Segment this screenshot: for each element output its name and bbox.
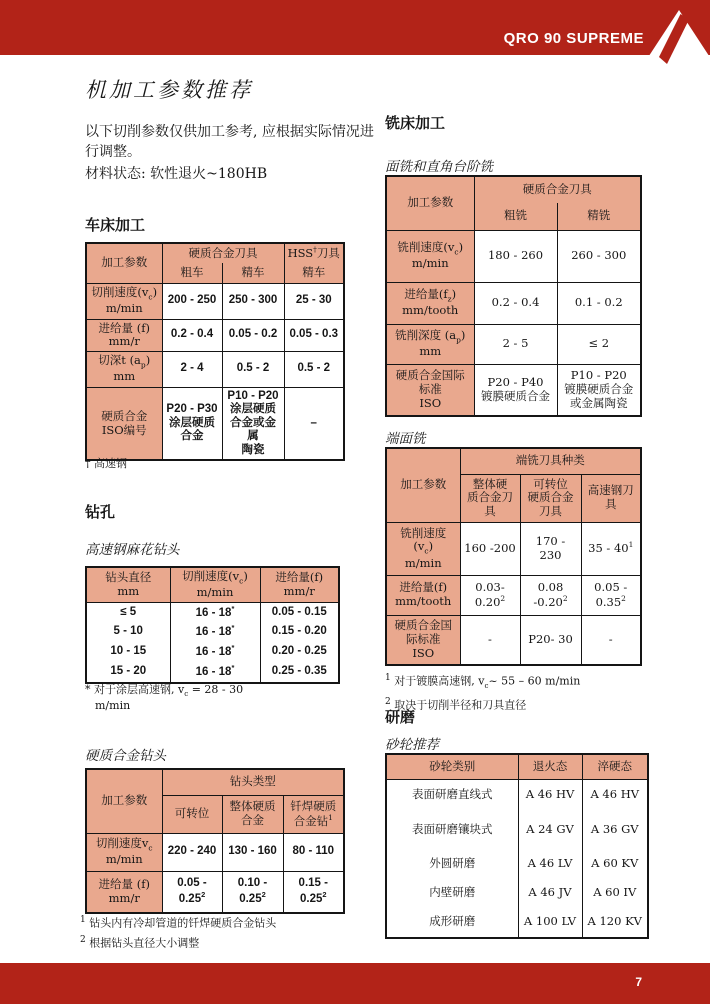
grinding-cell: A 100 LV xyxy=(518,907,582,938)
end-milling-footnote: $^2$ 取决于切削半径和刀具直径 xyxy=(385,696,527,712)
face-milling-param-label: 铣削深度 $(a_p)$ mm xyxy=(386,324,474,364)
bottom-footer-bar xyxy=(0,963,710,1004)
lathe-param-label: 硬质合金 ISO编号 xyxy=(86,387,162,460)
subheading-hss-drill: 高速钢麻花钻头 xyxy=(85,542,180,558)
end-milling-value: 0.05 - 0.35$^2$ xyxy=(581,575,641,615)
carbide-drill-param-label: 进给量 (f) mm/r xyxy=(86,871,162,913)
carbide-drill-footnote: $^2$ 根据钻头直径大小调整 xyxy=(80,934,200,950)
lathe-value: P20 - P30 涂层硬质 合金 xyxy=(162,387,222,460)
lathe-value: 0.5 - 2 xyxy=(222,351,284,387)
end-milling-param-label: 进给量(f) mm/tooth xyxy=(386,575,460,615)
face-milling-value: P20 - P40 镀膜硬质合金 xyxy=(474,364,557,416)
carbide-drill-param-label: 切削速度$v_c$ m/min xyxy=(86,833,162,871)
lathe-subheader: 精车 xyxy=(284,263,344,283)
carbide-drill-subheader: 钎焊硬质 合金钻$^1$ xyxy=(283,795,344,833)
carbide-drill-footnote: $^1$ 钻头内有冷却管道的钎焊硬质合金钻头 xyxy=(80,915,277,930)
subheading-carbide-drill: 硬质合金钻头 xyxy=(85,748,166,764)
hss-drill-footnote-line2: m/min xyxy=(95,699,131,713)
grinding-cell: A 24 GV xyxy=(518,811,582,849)
hss-drill-header: 钻头直径 mm xyxy=(86,567,170,602)
hss-drill-cell: 15 - 20 xyxy=(86,662,170,682)
hss-drill-cell: 0.05 - 0.15 xyxy=(260,602,339,622)
face-milling-value: 0.1 - 0.2 xyxy=(557,282,641,324)
grinding-cell: 表面研磨直线式 xyxy=(386,779,518,811)
grinding-cell: A 46 HV xyxy=(518,779,582,811)
end-milling-value: P20- 30 xyxy=(520,615,581,665)
hss-drill-cell: 16 - 18* xyxy=(170,602,260,622)
hss-drill-header: 进给量(f) mm/r xyxy=(260,567,339,602)
hss-drill-cell: 10 - 15 xyxy=(86,642,170,662)
mountain-logo-icon xyxy=(636,0,710,76)
page-number: 7 xyxy=(635,975,642,989)
hss-drill-cell: 16 - 18* xyxy=(170,642,260,662)
carbide-drill-value: 0.05 - 0.25$^2$ xyxy=(162,871,222,913)
face-milling-value: 260 - 300 xyxy=(557,230,641,282)
grinding-cell: A 36 GV xyxy=(582,811,648,849)
end-milling-subheader: 高速钢刀 具 xyxy=(581,474,641,522)
lathe-value: 0.05 - 0.2 xyxy=(222,319,284,351)
lathe-footnote: † 高速钢 xyxy=(85,457,127,470)
grinding-cell: A 46 JV xyxy=(518,879,582,907)
lathe-value: 250 - 300 xyxy=(222,283,284,319)
page-title: 机加工参数推荐 xyxy=(85,78,253,102)
hss-drill-cell: 0.25 - 0.35 xyxy=(260,662,339,682)
hss-drill-cell: 0.20 - 0.25 xyxy=(260,642,339,662)
lathe-param-label: 进给量 (f) mm/r xyxy=(86,319,162,351)
grinding-cell: A 46 LV xyxy=(518,849,582,879)
grinding-table xyxy=(385,753,649,939)
hss-drill-cell: 0.15 - 0.20 xyxy=(260,622,339,642)
hss-drill-cell: 16 - 18* xyxy=(170,662,260,682)
carbide-drill-value: 0.10 - 0.25$^2$ xyxy=(222,871,283,913)
end-milling-value: - xyxy=(460,615,520,665)
end-milling-value: 0.03-0.20$^2$ xyxy=(460,575,520,615)
lathe-value: – xyxy=(284,387,344,460)
face-milling-subheader: 粗铣 xyxy=(474,203,557,230)
end-milling-value: $35 - 40^1$ xyxy=(581,522,641,575)
face-milling-param-label: 硬质合金国际 标准 ISO xyxy=(386,364,474,416)
top-header-bar xyxy=(0,0,710,55)
end-milling-subheader: 整体硬 质合金刀 具 xyxy=(460,474,520,522)
carbide-drill-value: 0.15 - 0.25$^2$ xyxy=(283,871,344,913)
end-milling-table xyxy=(385,447,642,666)
hss-drill-footnote-line1: * 对于涂层高速钢, $v_c = 28 - 30$ xyxy=(85,683,244,699)
grinding-header: 淬硬态 xyxy=(582,754,648,779)
lathe-value: 25 - 30 xyxy=(284,283,344,319)
lathe-group-hss: HSS†刀具 xyxy=(284,243,344,263)
lathe-param-label: 切深t $(a_p)$ mm xyxy=(86,351,162,387)
grinding-header: 退火态 xyxy=(518,754,582,779)
carbide-drill-footnotes xyxy=(80,912,276,951)
subheading-end-milling: 端面铣 xyxy=(385,431,426,447)
carbide-drill-value: 80 - 110 xyxy=(283,833,344,871)
carbide-drill-corner: 加工参数 xyxy=(86,769,162,833)
lathe-value: 200 - 250 xyxy=(162,283,222,319)
lathe-subheader: 精车 xyxy=(222,263,284,283)
grinding-cell: 外圆研磨 xyxy=(386,849,518,879)
end-milling-value: 160 -200 xyxy=(460,522,520,575)
face-milling-table xyxy=(385,175,642,417)
grinding-cell: A 60 IV xyxy=(582,879,648,907)
hss-drill-cell: 16 - 18* xyxy=(170,622,260,642)
face-milling-value: 2 - 5 xyxy=(474,324,557,364)
end-milling-corner: 加工参数 xyxy=(386,448,460,522)
lathe-param-label: 切削速度$(v_c)$ m/min xyxy=(86,283,162,319)
hss-drill-header: 切削速度$(v_c)$ m/min xyxy=(170,567,260,602)
end-milling-group: 端铣刀具种类 xyxy=(460,448,641,474)
face-milling-param-label: 进给量$(f_z)$ mm/tooth xyxy=(386,282,474,324)
carbide-drill-subheader: 整体硬质 合金 xyxy=(222,795,283,833)
face-milling-value: P10 - P20 镀膜硬质合金 或金属陶瓷 xyxy=(557,364,641,416)
end-milling-value: 170 - 230 xyxy=(520,522,581,575)
end-milling-footnote: $^1$ 对于镀膜高速钢, $v_c\sim$ 55 – 60 m/min xyxy=(385,673,581,690)
intro-text: 以下切削参数仅供加工参考, 应根据实际情况进行调整。 xyxy=(85,124,374,161)
carbide-drill-value: 220 - 240 xyxy=(162,833,222,871)
face-milling-value: ≤ 2 xyxy=(557,324,641,364)
end-milling-subheader: 可转位 硬质合金 刀具 xyxy=(520,474,581,522)
lathe-table xyxy=(85,242,345,461)
end-milling-value: 0.08 -0.20$^2$ xyxy=(520,575,581,615)
lathe-group-carbide: 硬质合金刀具 xyxy=(162,243,284,263)
subheading-face-milling: 面铣和直角台阶铣 xyxy=(385,159,493,175)
end-milling-param-label: 铣削速度 $(v_c)$ m/min xyxy=(386,522,460,575)
grinding-cell: A 120 KV xyxy=(582,907,648,938)
grinding-cell: 成形研磨 xyxy=(386,907,518,938)
grinding-cell: A 46 HV xyxy=(582,779,648,811)
section-heading-milling: 铣床加工 xyxy=(385,115,446,132)
section-heading-grinding: 研磨 xyxy=(385,709,416,726)
hss-drill-cell: 5 - 10 xyxy=(86,622,170,642)
end-milling-value: - xyxy=(581,615,641,665)
hss-drill-cell: ≤ 5 xyxy=(86,602,170,622)
carbide-drill-value: 130 - 160 xyxy=(222,833,283,871)
carbide-drill-subheader: 可转位 xyxy=(162,795,222,833)
subheading-grinding-wheel: 砂轮推荐 xyxy=(385,737,439,753)
face-milling-value: 0.2 - 0.4 xyxy=(474,282,557,324)
hss-drill-footnote xyxy=(85,684,243,712)
brand-title: QRO 90 SUPREME xyxy=(503,30,644,47)
hss-drill-table xyxy=(85,566,340,684)
end-milling-param-label: 硬质合金国 际标准 ISO xyxy=(386,615,460,665)
lathe-value: 0.5 - 2 xyxy=(284,351,344,387)
lathe-value: 2 - 4 xyxy=(162,351,222,387)
face-milling-param-label: 铣削速度$(v_c)$ m/min xyxy=(386,230,474,282)
lathe-corner-header: 加工参数 xyxy=(86,243,162,283)
carbide-drill-table xyxy=(85,768,345,914)
carbide-drill-group: 钻头类型 xyxy=(162,769,344,795)
lathe-value: 0.2 - 0.4 xyxy=(162,319,222,351)
section-heading-drilling: 钻孔 xyxy=(85,504,116,521)
grinding-cell: 表面研磨镶块式 xyxy=(386,811,518,849)
material-state-text: 材料状态: 软性退火~180HB xyxy=(85,165,268,182)
lathe-value: 0.05 - 0.3 xyxy=(284,319,344,351)
lathe-subheader: 粗车 xyxy=(162,263,222,283)
face-milling-corner: 加工参数 xyxy=(386,176,474,230)
grinding-cell: 内壁研磨 xyxy=(386,879,518,907)
face-milling-value: 180 - 260 xyxy=(474,230,557,282)
grinding-header: 砂轮类别 xyxy=(386,754,518,779)
grinding-cell: A 60 KV xyxy=(582,849,648,879)
section-heading-lathe: 车床加工 xyxy=(85,217,146,234)
face-milling-group: 硬质合金刀具 xyxy=(474,176,641,203)
face-milling-subheader: 精铣 xyxy=(557,203,641,230)
lathe-value: P10 - P20 涂层硬质 合金或金属 陶瓷 xyxy=(222,387,284,460)
intro-block xyxy=(85,122,385,184)
